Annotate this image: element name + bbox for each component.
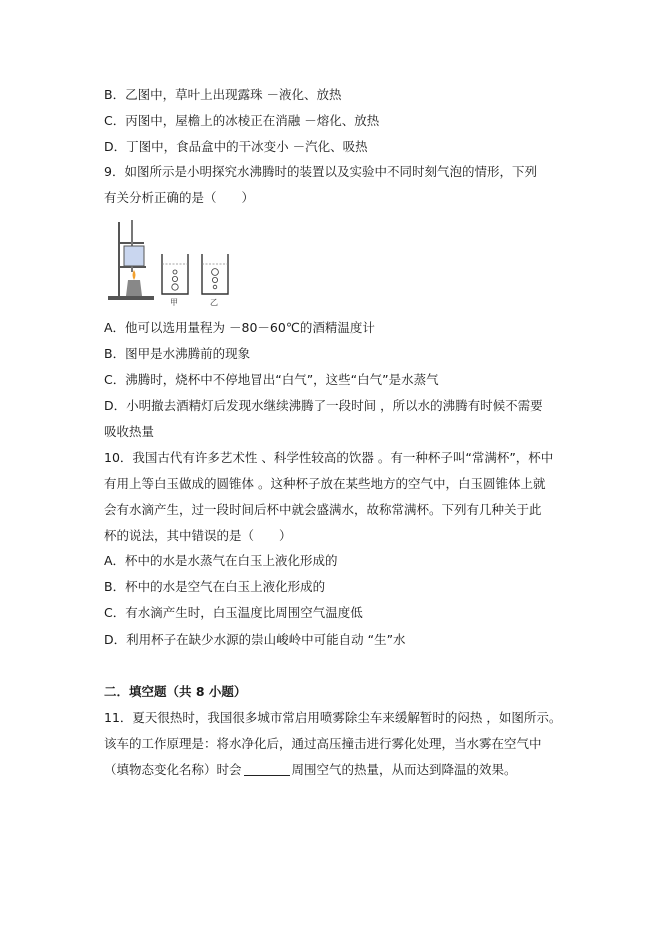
q10-stem-line-3: 会有水滴产生，过一段时间后杯中就会盛满水，故称常满杯。下列有几种关于此 <box>104 502 542 517</box>
q10-option-d: D．利用杯子在缺少水源的崇山峻岭中可能自动 “生”水 <box>104 632 406 647</box>
q11-line-3-post: 周围空气的热量，从而达到降温的效果。 <box>291 762 517 777</box>
q10-stem-line-4: 杯的说法，其中错误的是（ ） <box>104 528 292 543</box>
q11-line-1: 11．夏天很热时，我国很多城市常启用喷雾除尘车来缓解暂时的闷热 ，如图所示。 <box>104 710 562 725</box>
section-heading: 二．填空题（共 8 小题） <box>104 684 247 699</box>
q9-option-a: A．他可以选用量程为 －80－60℃的酒精温度计 <box>104 320 375 335</box>
q11-line-3-pre: （填物态变化名称）时会 <box>104 762 242 777</box>
figure-label-a: 甲 <box>170 298 178 307</box>
answer-blank[interactable] <box>244 763 290 776</box>
q10-stem-line-2: 有用上等白玉做成的圆锥体 。这种杯子放在某些地方的空气中，白玉圆锥体上就 <box>104 476 546 491</box>
stand-beaker <box>124 246 144 266</box>
q11-line-2: 该车的工作原理是：将水净化后，通过高压撞击进行雾化处理，当水雾在空气中 <box>104 736 542 751</box>
boiling-experiment-figure <box>104 216 254 308</box>
q10-option-a: A．杯中的水是水蒸气在白玉上液化形成的 <box>104 553 338 568</box>
q10-option-b: B．杯中的水是空气在白玉上液化形成的 <box>104 579 326 594</box>
q10-option-c: C．有水滴产生时，白玉温度比周围空气温度低 <box>104 605 363 620</box>
q9-stem-line-2: 有关分析正确的是（ ） <box>104 190 255 205</box>
q9-option-c: C．沸腾时，烧杯中不停地冒出“白气”，这些“白气”是水蒸气 <box>104 372 439 387</box>
figure-label-b: 乙 <box>210 298 218 307</box>
q8-option-d: D．丁图中，食品盒中的干冰变小 －汽化、吸热 <box>104 139 368 154</box>
stand-base <box>108 296 154 300</box>
stand-rod <box>118 222 120 298</box>
q11-line-3 <box>104 761 517 779</box>
q9-option-d: D．小明撤去酒精灯后发现水继续沸腾了一段时间 ，所以水的沸腾有时候不需要 <box>104 398 543 413</box>
q9-option-b: B．图甲是水沸腾前的现象 <box>104 346 251 361</box>
q10-stem-line-1: 10．我国古代有许多艺术性 、科学性较高的饮器 。有一种杯子叫“常满杯”，杯中 <box>104 450 554 465</box>
q9-option-d-cont: 吸收热量 <box>104 424 155 439</box>
beaker-b <box>202 254 228 294</box>
q8-option-c: C．丙图中，屋檐上的冰棱正在消融 －熔化、放热 <box>104 113 380 128</box>
q9-stem-line-1: 9．如图所示是小明探究水沸腾时的装置以及实验中不同时刻气泡的情形，下列 <box>104 164 537 179</box>
alcohol-burner <box>126 280 142 296</box>
q8-option-b: B．乙图中，草叶上出现露珠 －液化、放热 <box>104 87 342 102</box>
